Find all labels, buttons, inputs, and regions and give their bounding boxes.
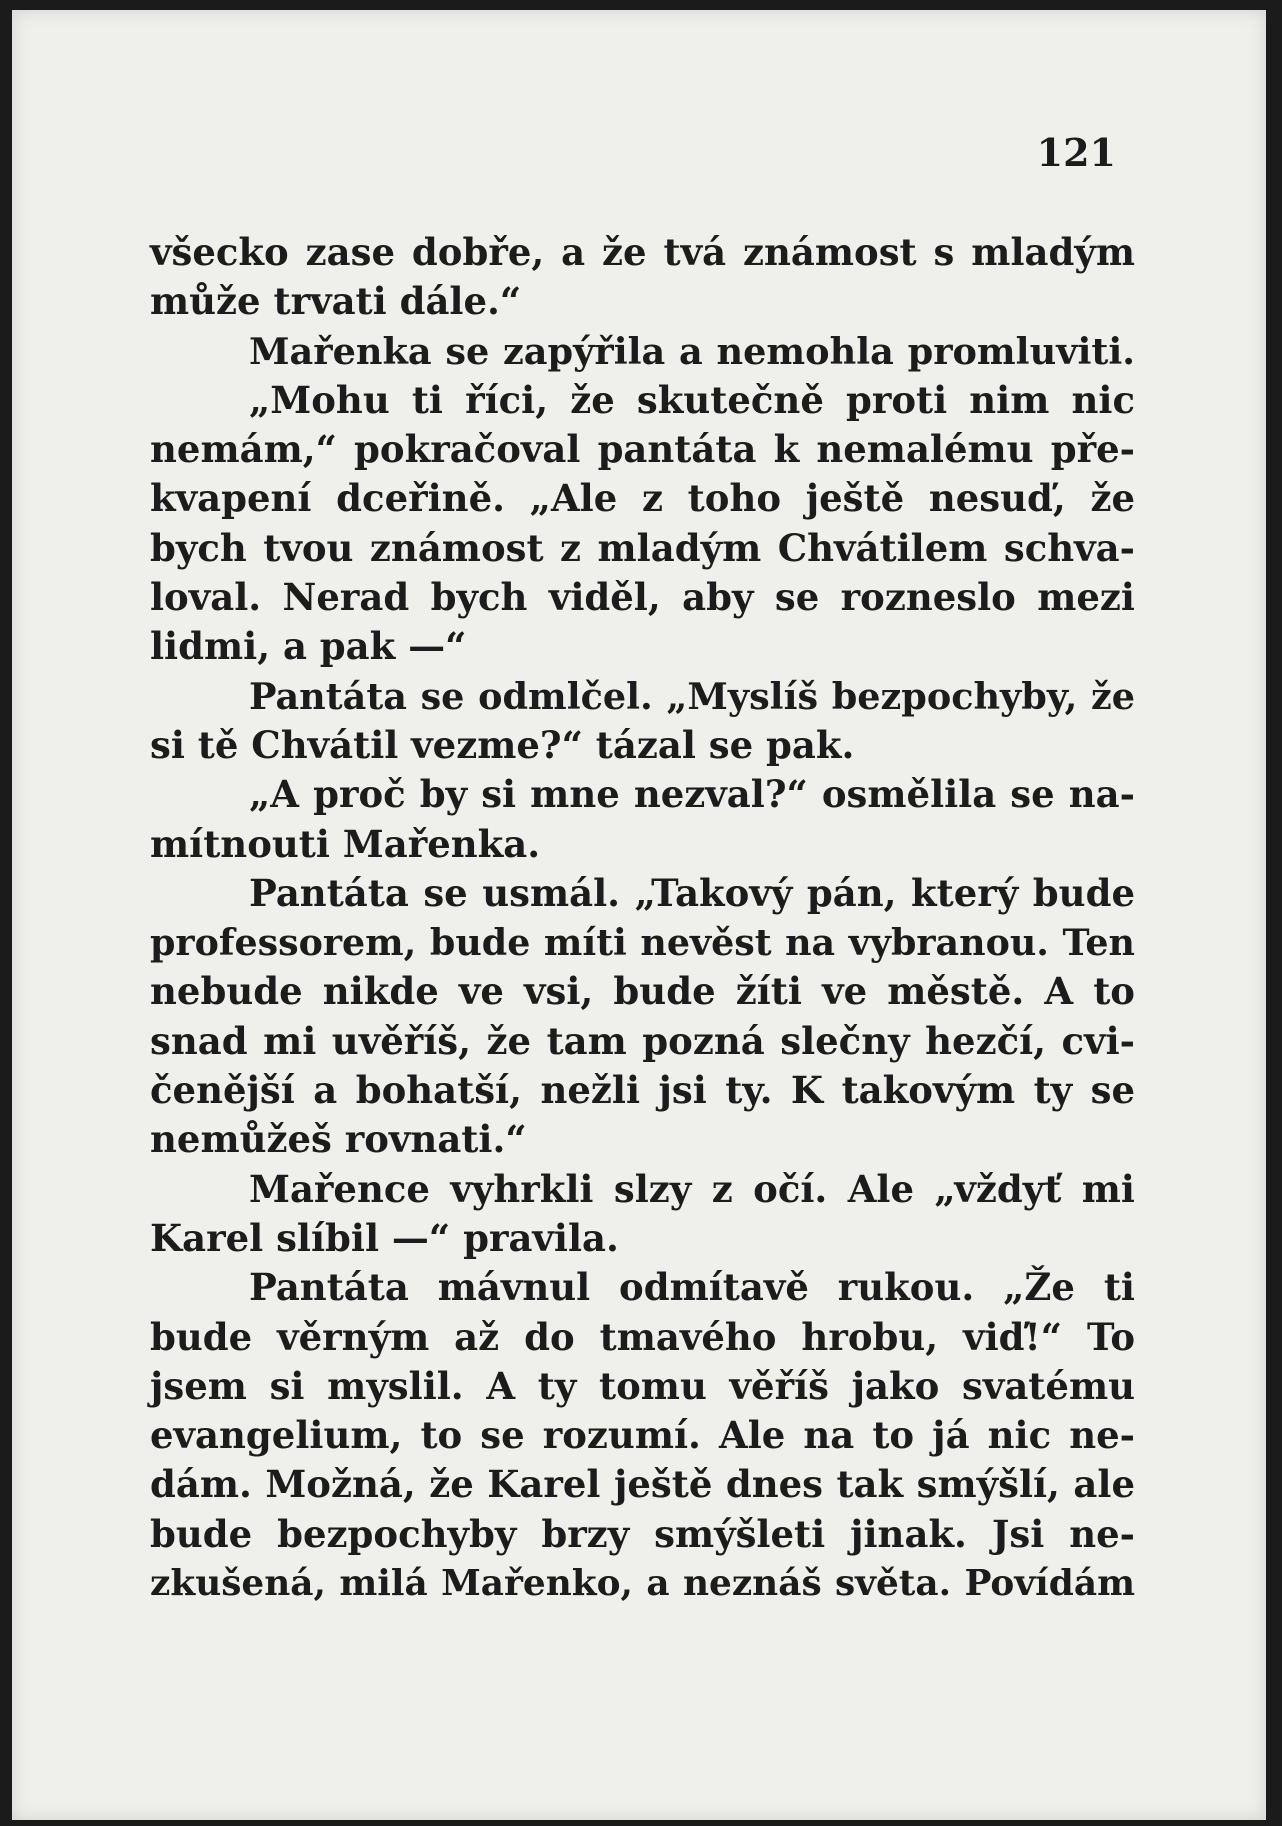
text-line: Pantáta se usmál. „Takový pán, který bude xyxy=(249,870,1135,915)
text-line: snad mi uvěříš, že tam pozná slečny hezčí, cvi- xyxy=(150,1018,1135,1063)
text-line: „A proč by si mne nezval?“ osmělila se na- xyxy=(249,772,1135,817)
text-line: „Mohu ti říci, že skutečně proti nim nic xyxy=(249,377,1135,422)
text-line: Mařenka se zapýřila a nemohla promluviti. xyxy=(249,329,1135,373)
text-line: Pantáta mávnul odmítavě rukou. „Že ti xyxy=(249,1265,1135,1310)
text-line: kvapení dceřině. „Ale z toho ještě nesuď, že xyxy=(150,476,1135,521)
text-line: loval. Nerad bych viděl, aby se rozneslo mezi xyxy=(150,575,1135,620)
text-line: Karel slíbil —“ pravila. xyxy=(150,1215,619,1260)
text-line: nebude nikde ve vsi, bude žíti ve městě. A to xyxy=(150,969,1135,1014)
text-line: evangelium, to se rozumí. Ale na to já nic ne- xyxy=(150,1413,1135,1458)
text-line: bych tvou známost z mladým Chvátilem schva- xyxy=(150,525,1135,570)
text-line: čenější a bohatší, nežli jsi ty. K takovým ty se xyxy=(150,1068,1135,1113)
body-text xyxy=(150,228,1135,1608)
text-line: Mařence vyhrkli slzy z očí. Ale „vždyť mi xyxy=(249,1166,1135,1211)
text-line: nemůžeš rovnati.“ xyxy=(150,1117,527,1162)
text-line: nemám,“ pokračoval pantáta k nemalému pře- xyxy=(150,427,1135,472)
text-line: dám. Možná, že Karel ještě dnes tak smýšlí, ale xyxy=(150,1462,1135,1507)
text-line: bude věrným až do tmavého hrobu, viď!“ To xyxy=(150,1314,1135,1359)
text-line: lidmi, a pak —“ xyxy=(150,624,467,669)
text-line: všecko zase dobře, a že tvá známost s mladým xyxy=(150,230,1135,274)
book-page xyxy=(12,10,1266,1820)
text-line: zkušená, milá Mařenko, a neznáš světa. Povídám xyxy=(150,1562,1135,1605)
text-line: professorem, bude míti nevěst na vybranou. Ten xyxy=(150,921,1135,965)
text-line: Pantáta se odmlčel. „Myslíš bezpochyby, že xyxy=(249,674,1135,718)
text-line: si tě Chvátil vezme?“ tázal se pak. xyxy=(150,722,855,767)
text-line: může trvati dále.“ xyxy=(150,279,522,324)
text-line: mítnouti Mařenka. xyxy=(150,821,541,866)
text-line: jsem si myslil. A ty tomu věříš jako svatému xyxy=(150,1363,1135,1408)
text-line: bude bezpochyby brzy smýšleti jinak. Jsi ne- xyxy=(150,1511,1135,1556)
page-number: 121 xyxy=(1036,130,1116,175)
